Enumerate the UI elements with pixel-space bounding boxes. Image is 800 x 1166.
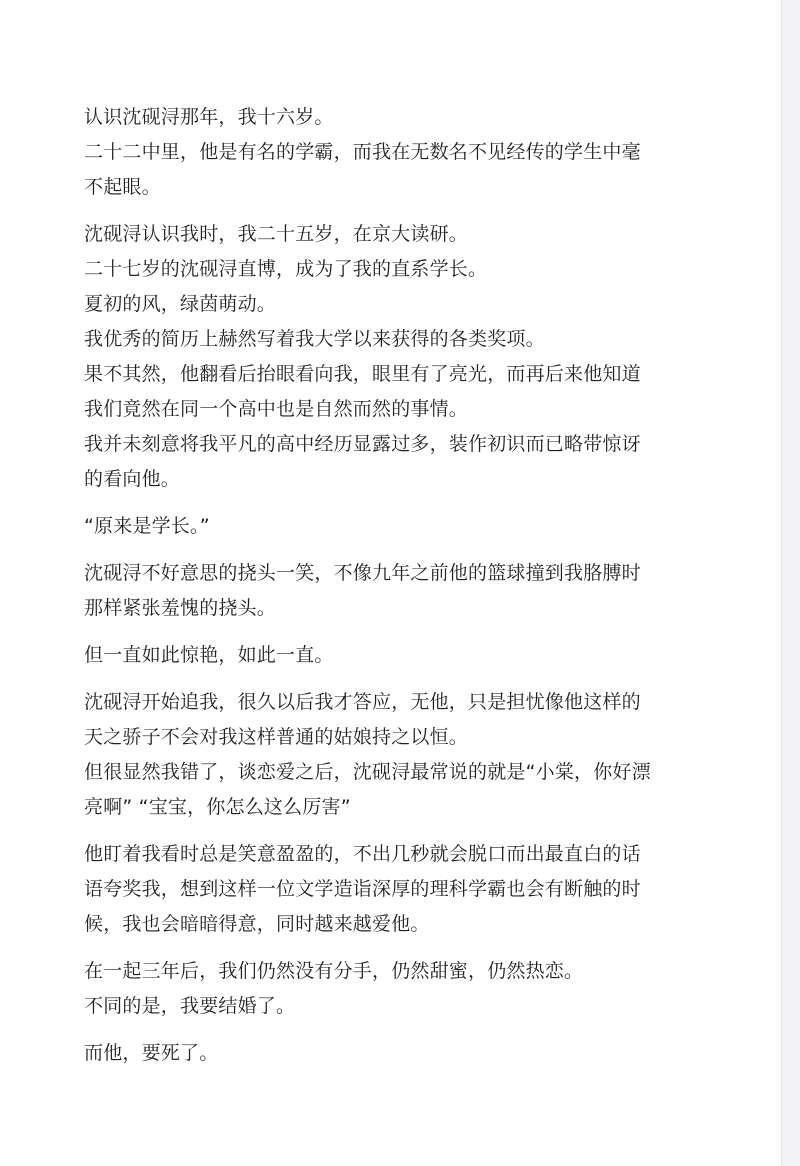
text-line: 亮啊” “宝宝，你怎么这么厉害” <box>84 796 351 818</box>
text-line: 我并未刻意将我平凡的高中经历显露过多，装作初识而已略带惊讶 <box>84 433 641 455</box>
text-line: 认识沈砚浔那年，我十六岁。 <box>84 106 334 128</box>
text-line: 但很显然我错了，谈恋爱之后，沈砚浔最常说的就是“小棠，你好漂 <box>84 761 651 783</box>
page-edge-strip <box>781 0 800 1166</box>
text-line: 不起眼。 <box>84 176 161 198</box>
article-body <box>84 100 684 1083</box>
text-line: 那样紧张羞愧的挠头。 <box>84 597 277 619</box>
paragraph-9 <box>84 1036 684 1071</box>
text-line: 而他，要死了。 <box>84 1042 219 1064</box>
text-line: 沈砚浔不好意思的挠头一笑，不像九年之前他的篮球撞到我胳膊时 <box>84 562 641 584</box>
text-line: 沈砚浔认识我时，我二十五岁，在京大读研。 <box>84 223 469 245</box>
paragraph-7 <box>84 837 684 942</box>
paragraph-1 <box>84 100 684 205</box>
paragraph-2 <box>84 217 684 497</box>
text-line: 二十二中里，他是有名的学霸，而我在无数名不见经传的学生中毫 <box>84 141 641 163</box>
paragraph-5 <box>84 638 684 673</box>
text-line: 他盯着我看时总是笑意盈盈的，不出几秒就会脱口而出最直白的话 <box>84 843 641 865</box>
paragraph-8 <box>84 954 684 1024</box>
text-line: 在一起三年后，我们仍然没有分手，仍然甜蜜，仍然热恋。 <box>84 960 584 982</box>
text-line: 二十七岁的沈砚浔直博，成为了我的直系学长。 <box>84 258 488 280</box>
text-line: 沈砚浔开始追我，很久以后我才答应，无他，只是担忧像他这样的 <box>84 691 641 713</box>
paragraph-4 <box>84 556 684 626</box>
text-line: 但一直如此惊艳，如此一直。 <box>84 644 334 666</box>
text-line: 天之骄子不会对我这样普通的姑娘持之以恒。 <box>84 726 469 748</box>
text-line: 的看向他。 <box>84 468 181 490</box>
text-line: 不同的是，我要结婚了。 <box>84 995 296 1017</box>
paragraph-3 <box>84 509 684 544</box>
paragraph-6 <box>84 685 684 825</box>
text-line: 我优秀的简历上赫然写着我大学以来获得的各类奖项。 <box>84 328 545 350</box>
text-line: 我们竟然在同一个高中也是自然而然的事情。 <box>84 398 469 420</box>
text-line: 候，我也会暗暗得意，同时越来越爱他。 <box>84 913 430 935</box>
text-line: 夏初的风，绿茵萌动。 <box>84 293 277 315</box>
text-line: 果不其然，他翻看后抬眼看向我，眼里有了亮光，而再后来他知道 <box>84 363 641 385</box>
text-line: “原来是学长。” <box>84 515 210 537</box>
text-line: 语夸奖我，想到这样一位文学造诣深厚的理科学霸也会有断触的时 <box>84 878 641 900</box>
